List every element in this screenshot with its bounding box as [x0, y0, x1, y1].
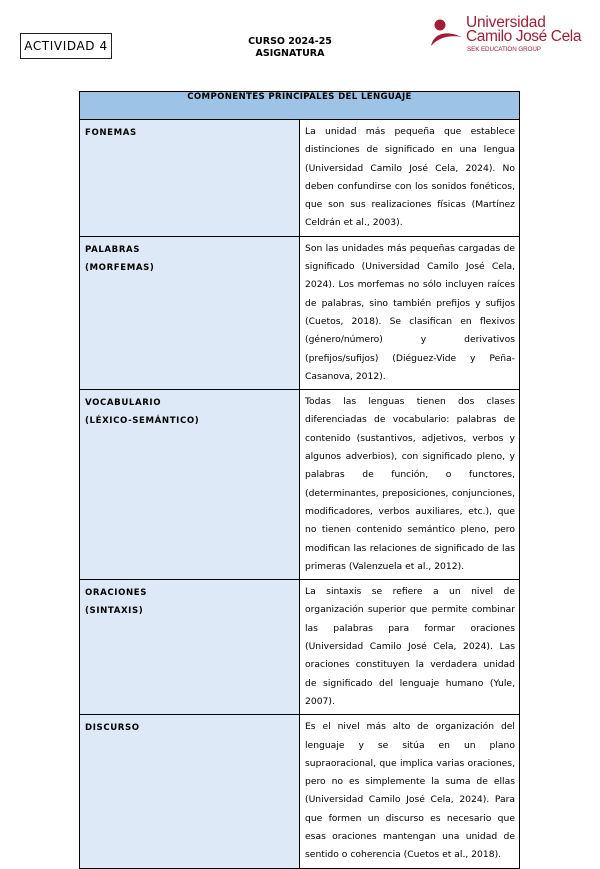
row-label-line1: VOCABULARIO [85, 398, 162, 409]
course-year: CURSO 2024-25 [248, 36, 332, 47]
logo-name: Camilo José Cela [466, 28, 582, 45]
table-row [80, 236, 520, 389]
row-label-line2: (MORFEMAS) [85, 263, 155, 274]
table-row [80, 390, 520, 580]
row-description: Son las unidades más pequeñas cargadas de significado (Universidad Camilo José Cela, 2024). Los morfemas no sólo incluyen raíces de palabras, sino también prefijos y sufijos (Cuetos, 2018). Se clasifican en flexivos (género/número) y derivativos (prefijos/sufijos) (Diéguez-Vide y Peña-Casanova, 2012). [300, 236, 520, 389]
row-label [80, 390, 300, 580]
row-label-line2: (LÉXICO-SEMÁNTICO) [85, 416, 200, 427]
logo-university: Universidad [466, 14, 546, 31]
table-header-row [80, 92, 520, 120]
row-description: Es el nivel más alto de organización del lenguaje y se sitúa en un plano supraoracional, que implica varias oraciones, pero no es simplemente la suma de ellas (Universidad Camilo José Cela, 2024). Para que formen un discurso es necesario que esas oraciones mantengan una unidad de sentido o coherencia (Cuetos et al., 2018). [300, 715, 520, 868]
components-table [79, 91, 520, 869]
row-label-line1: PALABRAS [85, 244, 141, 255]
row-label-line1: DISCURSO [85, 723, 140, 734]
table-row [80, 120, 520, 237]
row-description: La sintaxis se refiere a un nivel de organización superior que permite combinar las palabras para formar oraciones (Universidad Camilo José Cela, 2024). Las oraciones constituyen la verdadera unidad de significado del lenguaje humano (Yule, 2007). [300, 580, 520, 715]
subject-placeholder: ASIGNATURA [255, 48, 325, 59]
logo-group: SEK EDUCATION GROUP [467, 46, 541, 53]
table-row [80, 715, 520, 868]
course-header [200, 36, 380, 60]
table-title: COMPONENTES PRINCIPALES DEL LENGUAJE [80, 92, 520, 120]
row-description: Todas las lenguas tienen dos clases diferenciadas de vocabulario: palabras de contenido (sustantivos, adjetivos, verbos y algunos adverbios), con significado pleno, y palabras de función, o functores, (determinantes, preposiciones, conjunciones, modificadores, verbos auxiliares, etc.), que no tienen contenido semántico pleno, pero modifican las relaciones de significado de las primeras (Valenzuela et al., 2012). [300, 390, 520, 580]
row-label-line1: FONEMAS [85, 128, 137, 138]
row-label-line1: ORACIONES [85, 588, 148, 599]
row-label [80, 120, 300, 237]
university-emblem-icon [430, 18, 464, 48]
row-description: La unidad más pequeña que establece distinciones de significado en una lengua (Universidad Camilo José Cela, 2024). No deben confundirse con los sonidos fonéticos, que son sus realizaciones físicas (Martínez Celdrán et al., 2003). [300, 120, 520, 237]
table-row [80, 580, 520, 715]
row-label [80, 715, 300, 868]
row-label-line2: (SINTAXIS) [85, 606, 144, 617]
activity-label: ACTIVIDAD 4 [20, 33, 112, 59]
row-label [80, 580, 300, 715]
university-logo [430, 12, 590, 58]
row-label [80, 236, 300, 389]
